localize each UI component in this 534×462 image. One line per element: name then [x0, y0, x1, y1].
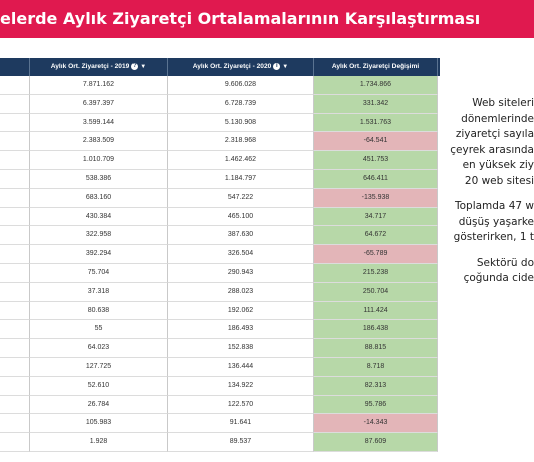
cell-2019: 538.386: [30, 170, 168, 189]
cell-change: 1.734.866: [314, 76, 438, 95]
commentary-text: [440, 96, 534, 297]
cell-2019: 127.725: [30, 358, 168, 377]
table-header: [0, 58, 440, 76]
cell-2020: 387.630: [168, 226, 314, 245]
cell-change: 111.424: [314, 302, 438, 321]
table-row: [0, 151, 440, 170]
cell-2019: 26.784: [30, 396, 168, 415]
cell-change: -64.541: [314, 132, 438, 151]
cell-change: 95.786: [314, 396, 438, 415]
table-row: [0, 95, 440, 114]
table-row: [0, 189, 440, 208]
cell-2019: 6.397.397: [30, 95, 168, 114]
cell-change: 646.411: [314, 170, 438, 189]
table-row: [0, 396, 440, 415]
commentary-paragraph-1: [440, 96, 534, 189]
cell-change: -65.789: [314, 245, 438, 264]
commentary-line: gösterirken, 1 t: [453, 231, 534, 243]
cell-2020: 91.641: [168, 414, 314, 433]
table-row: [0, 208, 440, 227]
commentary-paragraph-2: [440, 199, 534, 246]
table-row: [0, 170, 440, 189]
row-stub-cell: [0, 226, 30, 245]
header-change[interactable]: [314, 58, 438, 76]
commentary-line: dönemlerinde: [461, 112, 534, 125]
commentary-line: Web siteleri: [472, 97, 534, 109]
row-stub-cell: [0, 377, 30, 396]
cell-2019: 430.384: [30, 208, 168, 227]
row-stub-cell: [0, 414, 30, 433]
cell-2020: 465.100: [168, 208, 314, 227]
cell-2020: 1.184.797: [168, 170, 314, 189]
row-stub-cell: [0, 396, 30, 415]
cell-2020: 134.922: [168, 377, 314, 396]
header-2019[interactable]: [30, 58, 168, 76]
cell-change: 451.753: [314, 151, 438, 170]
cell-2019: 80.638: [30, 302, 168, 321]
commentary-line: ziyaretçi sayıla: [455, 128, 534, 140]
row-stub-cell: [0, 189, 30, 208]
table-row: [0, 283, 440, 302]
cell-change: 82.313: [314, 377, 438, 396]
row-stub-cell: [0, 245, 30, 264]
table-row: [0, 414, 440, 433]
table-row: [0, 245, 440, 264]
table-body: [0, 76, 440, 452]
row-stub-cell: [0, 433, 30, 452]
sort-down-icon[interactable]: ▼: [282, 64, 289, 70]
cell-change: 34.717: [314, 208, 438, 227]
row-stub-cell: [0, 264, 30, 283]
cell-2020: 122.570: [168, 396, 314, 415]
commentary-line: en yüksek ziy: [462, 159, 534, 171]
table-row: [0, 302, 440, 321]
cell-2019: 1.928: [30, 433, 168, 452]
commentary-line: çoğunda cide: [463, 272, 534, 284]
row-stub-cell: [0, 208, 30, 227]
cell-change: 64.672: [314, 226, 438, 245]
row-stub-cell: [0, 339, 30, 358]
cell-2020: 136.444: [168, 358, 314, 377]
table-row: [0, 226, 440, 245]
commentary-paragraph-3: [440, 256, 534, 287]
cell-2020: 152.838: [168, 339, 314, 358]
cell-2019: 105.983: [30, 414, 168, 433]
cell-change: 331.342: [314, 95, 438, 114]
row-stub-cell: [0, 302, 30, 321]
cell-2019: 55: [30, 320, 168, 339]
cell-2020: 186.493: [168, 320, 314, 339]
row-stub-cell: [0, 170, 30, 189]
cell-change: 215.238: [314, 264, 438, 283]
cell-2019: 52.610: [30, 377, 168, 396]
sort-down-icon[interactable]: ▼: [140, 64, 147, 70]
header-2019-label: Aylık Ort. Ziyaretçi - 2019: [50, 63, 130, 70]
cell-2020: 290.943: [168, 264, 314, 283]
cell-2020: 547.222: [168, 189, 314, 208]
row-stub-cell: [0, 320, 30, 339]
cell-2019: 683.160: [30, 189, 168, 208]
header-2020-label: Aylık Ort. Ziyaretçi - 2020: [192, 63, 272, 70]
page-title-banner: [0, 0, 534, 38]
cell-2019: 322.958: [30, 226, 168, 245]
header-2020[interactable]: [168, 58, 314, 76]
visitor-comparison-table: [0, 58, 440, 452]
cell-change: 88.815: [314, 339, 438, 358]
table-row: [0, 132, 440, 151]
cell-change: 186.438: [314, 320, 438, 339]
commentary-line: düşüş yaşarke: [458, 215, 534, 228]
table-row: [0, 76, 440, 95]
cell-2020: 2.318.968: [168, 132, 314, 151]
cell-change: 250.704: [314, 283, 438, 302]
cell-change: 8.718: [314, 358, 438, 377]
info-icon[interactable]: i: [273, 63, 280, 70]
row-stub-cell: [0, 76, 30, 95]
header-spacer: [0, 58, 30, 76]
cell-2020: 326.504: [168, 245, 314, 264]
cell-2020: 9.606.028: [168, 76, 314, 95]
table-row: [0, 320, 440, 339]
cell-change: 1.531.763: [314, 114, 438, 133]
cell-2020: 1.462.462: [168, 151, 314, 170]
row-stub-cell: [0, 95, 30, 114]
cell-2020: 5.130.908: [168, 114, 314, 133]
help-icon[interactable]: ?: [132, 62, 137, 69]
row-stub-cell: [0, 358, 30, 377]
table-row: [0, 339, 440, 358]
commentary-line: Toplamda 47 w: [454, 200, 534, 212]
cell-2019: 392.294: [30, 245, 168, 264]
cell-2019: 1.010.709: [30, 151, 168, 170]
table-row: [0, 377, 440, 396]
table-row: [0, 114, 440, 133]
cell-2019: 3.599.144: [30, 114, 168, 133]
table-row: [0, 433, 440, 452]
cell-2019: 7.871.162: [30, 76, 168, 95]
table-row: [0, 264, 440, 283]
cell-2019: 2.383.509: [30, 132, 168, 151]
cell-change: -14.343: [314, 414, 438, 433]
cell-2019: 37.318: [30, 283, 168, 302]
header-change-label: Aylık Ort. Ziyaretçi Değişimi: [331, 63, 420, 70]
row-stub-cell: [0, 132, 30, 151]
cell-2019: 64.023: [30, 339, 168, 358]
commentary-line: çeyrek arasında: [450, 143, 534, 156]
commentary-line: Sektörü do: [476, 256, 534, 269]
cell-2020: 89.537: [168, 433, 314, 452]
cell-2019: 75.704: [30, 264, 168, 283]
cell-change: -135.938: [314, 189, 438, 208]
page-title: elerde Aylık Ziyaretçi Ortalamalarının Karşılaştırması: [0, 9, 481, 28]
table-row: [0, 358, 440, 377]
row-stub-cell: [0, 114, 30, 133]
row-stub-cell: [0, 283, 30, 302]
cell-2020: 288.023: [168, 283, 314, 302]
cell-2020: 6.728.739: [168, 95, 314, 114]
row-stub-cell: [0, 151, 30, 170]
commentary-line: 20 web sitesi: [464, 174, 534, 187]
cell-2020: 192.062: [168, 302, 314, 321]
cell-change: 87.609: [314, 433, 438, 452]
